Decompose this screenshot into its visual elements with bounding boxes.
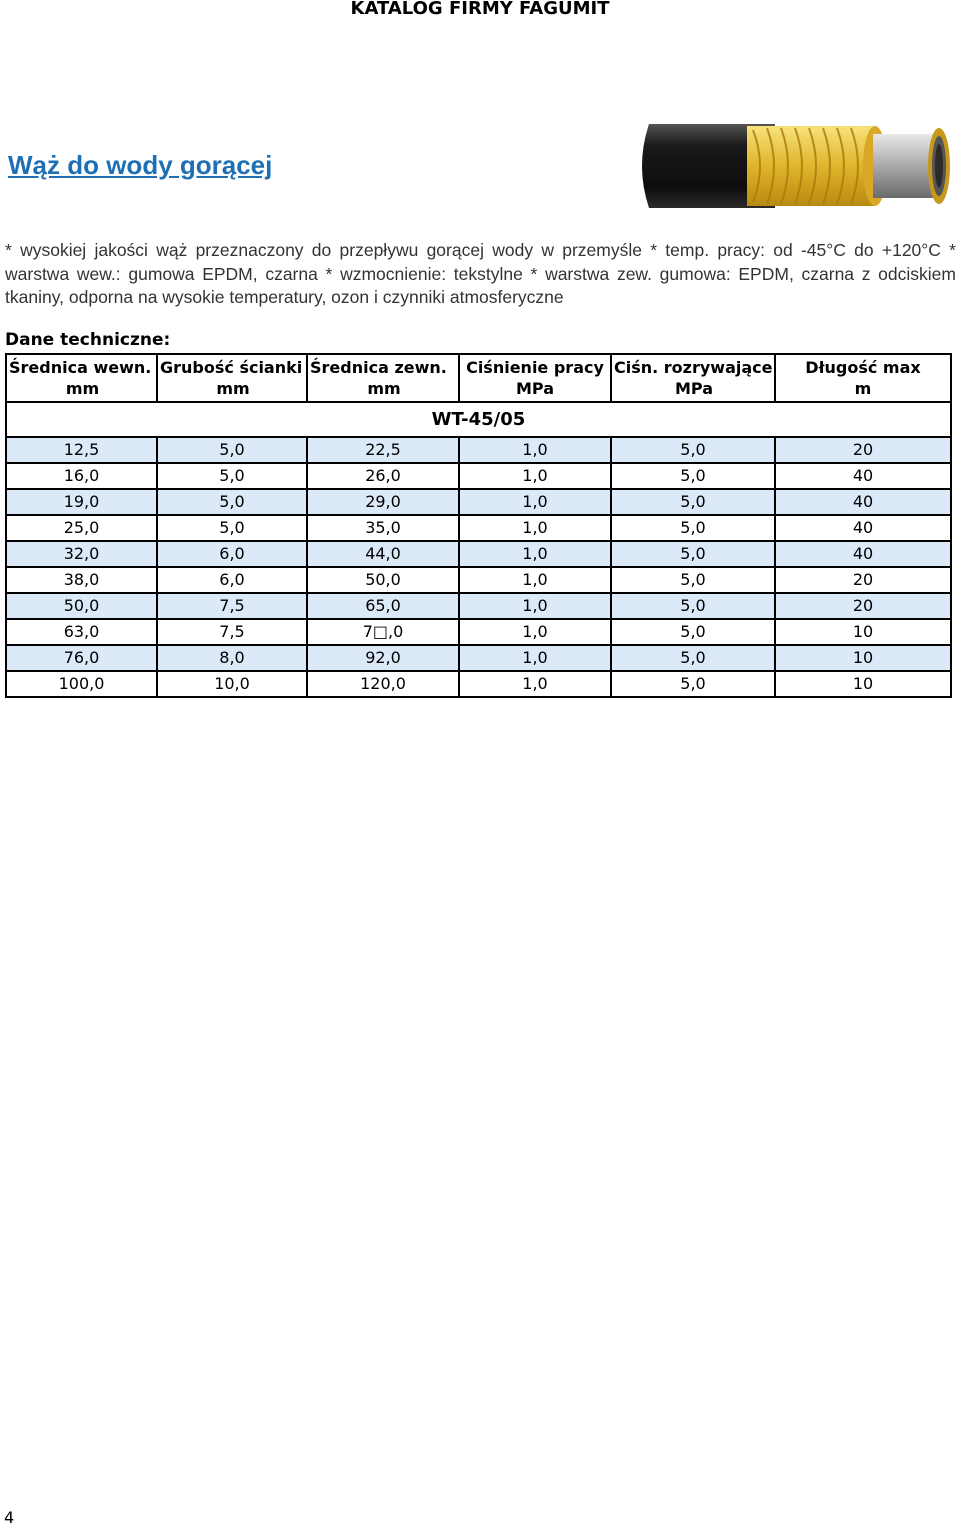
col-unit: MPa — [515, 379, 554, 398]
table-row — [6, 671, 951, 697]
cell-inner-diameter: 100,0 — [6, 671, 157, 697]
cell-wall-thickness: 7,5 — [157, 619, 307, 645]
col-name: Długość max — [805, 358, 921, 377]
cell-max-length: 20 — [775, 437, 951, 463]
table-row — [6, 489, 951, 515]
col-name: Ciśnienie pracy — [466, 358, 604, 377]
cell-inner-diameter: 19,0 — [6, 489, 157, 515]
cell-inner-diameter: 12,5 — [6, 437, 157, 463]
col-header-wall-thickness — [157, 354, 307, 402]
cell-outer-diameter: 26,0 — [307, 463, 459, 489]
cell-working-pressure: 1,0 — [459, 489, 611, 515]
table-row — [6, 593, 951, 619]
catalog-header: KATALOG FIRMY FAGUMIT — [350, 0, 610, 19]
cell-inner-diameter: 76,0 — [6, 645, 157, 671]
cell-working-pressure: 1,0 — [459, 463, 611, 489]
cell-burst-pressure: 5,0 — [611, 593, 775, 619]
table-row — [6, 515, 951, 541]
col-unit: m — [854, 379, 872, 398]
specs-table — [5, 353, 952, 698]
cell-outer-diameter: 120,0 — [307, 671, 459, 697]
cell-outer-diameter: 35,0 — [307, 515, 459, 541]
cell-max-length: 10 — [775, 619, 951, 645]
cell-wall-thickness: 5,0 — [157, 463, 307, 489]
col-header-working-pressure — [459, 354, 611, 402]
cell-max-length: 40 — [775, 489, 951, 515]
cell-outer-diameter: 7□,0 — [307, 619, 459, 645]
cell-inner-diameter: 16,0 — [6, 463, 157, 489]
cell-working-pressure: 1,0 — [459, 515, 611, 541]
cell-max-length: 10 — [775, 671, 951, 697]
cell-max-length: 40 — [775, 515, 951, 541]
cell-outer-diameter: 50,0 — [307, 567, 459, 593]
col-header-burst-pressure — [611, 354, 775, 402]
col-name: Grubość ścianki — [160, 358, 303, 377]
col-unit: mm — [65, 379, 100, 398]
table-row — [6, 567, 951, 593]
col-unit: mm — [216, 379, 250, 398]
specs-header-row — [6, 354, 951, 402]
cell-outer-diameter: 29,0 — [307, 489, 459, 515]
cell-wall-thickness: 10,0 — [157, 671, 307, 697]
cell-burst-pressure: 5,0 — [611, 645, 775, 671]
cell-working-pressure: 1,0 — [459, 593, 611, 619]
cell-wall-thickness: 6,0 — [157, 567, 307, 593]
cell-burst-pressure: 5,0 — [611, 489, 775, 515]
cell-working-pressure: 1,0 — [459, 671, 611, 697]
cell-wall-thickness: 7,5 — [157, 593, 307, 619]
cell-outer-diameter: 44,0 — [307, 541, 459, 567]
cell-max-length: 10 — [775, 645, 951, 671]
col-name: Średnica zewn. — [310, 358, 447, 377]
cell-working-pressure: 1,0 — [459, 645, 611, 671]
table-row — [6, 541, 951, 567]
cell-burst-pressure: 5,0 — [611, 619, 775, 645]
cell-outer-diameter: 22,5 — [307, 437, 459, 463]
cell-max-length: 20 — [775, 567, 951, 593]
product-description: * wysokiej jakości wąż przeznaczony do przepływu gorącej wody w przemyśle * temp. pracy: od -45°C do +120°C * warstwa wew.: gumowa EPDM, czarna * wzmocnienie: tekstylne * warstwa zew. gumowa: EPDM, czarna z odciskiem tkaniny, odporna na wysokie temperatury, ozon i czynniki atmosferyczne — [5, 240, 956, 307]
cell-wall-thickness: 5,0 — [157, 489, 307, 515]
cell-inner-diameter: 63,0 — [6, 619, 157, 645]
group-row — [6, 402, 951, 437]
product-title: Wąż do wody gorącej — [8, 150, 273, 180]
cell-inner-diameter: 25,0 — [6, 515, 157, 541]
cell-max-length: 20 — [775, 593, 951, 619]
cell-wall-thickness: 5,0 — [157, 515, 307, 541]
cell-burst-pressure: 5,0 — [611, 671, 775, 697]
cell-burst-pressure: 5,0 — [611, 541, 775, 567]
cell-wall-thickness: 5,0 — [157, 437, 307, 463]
cell-outer-diameter: 65,0 — [307, 593, 459, 619]
table-row — [6, 463, 951, 489]
table-row — [6, 645, 951, 671]
cell-working-pressure: 1,0 — [459, 541, 611, 567]
cell-max-length: 40 — [775, 541, 951, 567]
col-header-outer-diameter — [307, 354, 459, 402]
cell-burst-pressure: 5,0 — [611, 515, 775, 541]
cell-burst-pressure: 5,0 — [611, 437, 775, 463]
cell-wall-thickness: 8,0 — [157, 645, 307, 671]
cell-inner-diameter: 38,0 — [6, 567, 157, 593]
page-number: 4 — [4, 1508, 15, 1527]
cell-working-pressure: 1,0 — [459, 437, 611, 463]
cell-inner-diameter: 32,0 — [6, 541, 157, 567]
col-name: Ciśn. rozrywające — [614, 358, 773, 377]
table-row — [6, 619, 951, 645]
cell-outer-diameter: 92,0 — [307, 645, 459, 671]
cell-inner-diameter: 50,0 — [6, 593, 157, 619]
hose-cutaway-icon — [635, 118, 953, 214]
col-unit: MPa — [674, 379, 713, 398]
cell-burst-pressure: 5,0 — [611, 567, 775, 593]
product-code: WT-45/05 — [6, 402, 951, 437]
specs-heading: Dane techniczne: — [5, 330, 171, 350]
col-header-inner-diameter — [6, 354, 157, 402]
col-header-max-length — [775, 354, 951, 402]
cell-burst-pressure: 5,0 — [611, 463, 775, 489]
cell-max-length: 40 — [775, 463, 951, 489]
col-name: Średnica wewn. — [9, 358, 152, 377]
col-unit: mm — [367, 379, 401, 398]
cell-working-pressure: 1,0 — [459, 619, 611, 645]
cell-working-pressure: 1,0 — [459, 567, 611, 593]
cell-wall-thickness: 6,0 — [157, 541, 307, 567]
table-row — [6, 437, 951, 463]
